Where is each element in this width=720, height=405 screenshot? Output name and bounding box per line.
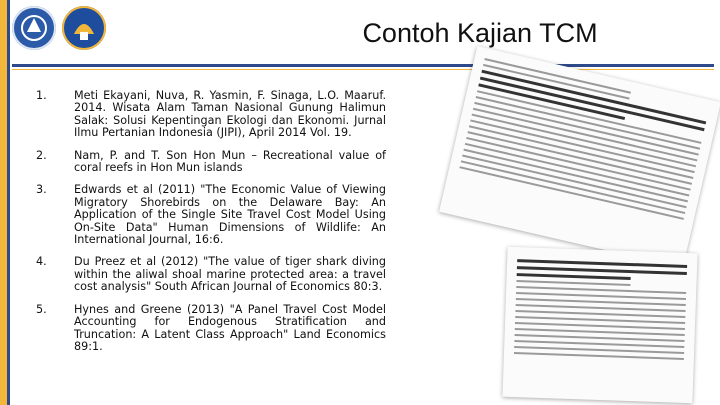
title-divider-accent: [12, 69, 714, 70]
left-accent-stripe: [7, 0, 10, 405]
reference-number: 5.: [36, 302, 47, 316]
list-item: [36, 184, 386, 246]
list-item: [36, 90, 386, 140]
title-divider: [12, 64, 714, 67]
reference-text: Hynes and Greene (2013) "A Panel Travel Cost Model Accounting for Endogenous Stratification and Truncation: A Latent Class Approach" Land Economics 89:1.: [74, 302, 386, 353]
reference-list: [36, 90, 386, 363]
reference-text: Edwards et al (2011) "The Economic Value of Viewing Migratory Shorebirds on the Delaware Bay: An Application of the Single Site Travel Cost Model Using On-Site Data" Human Dimensions of Wildlife: An International Journal, 16:6.: [74, 183, 386, 247]
reference-number: 4.: [36, 255, 47, 269]
reference-text: Du Preez et al (2012) "The value of tiger shark diving within the aliwal shoal marine protected area: a travel cost analysis" South African Journal of Economics 80:3.: [74, 255, 386, 294]
reference-number: 3.: [36, 183, 47, 197]
journal-article-image: [439, 46, 720, 268]
university-logo: [12, 6, 56, 50]
list-item: [36, 304, 386, 354]
list-item: [36, 150, 386, 175]
coral-reef-article-image: [502, 247, 697, 404]
reference-text: Meti Ekayani, Nuva, R. Yasmin, F. Sinaga, L.O. Maaruf. 2014. Wisata Alam Taman Nasional Gunung Halimun Salak: Solusi Kepentingan Ekologi dan Ekonomi. Jurnal Ilmu Pertanian Indonesia (JIPI), April 2014 Vol. 19.: [74, 89, 386, 140]
slide-title: Contoh Kajian TCM: [362, 18, 598, 48]
left-accent-bar: [0, 0, 7, 405]
reference-text: Nam, P. and T. Son Hon Mun – Recreational value of coral reefs in Hon Mun islands: [74, 148, 386, 175]
ministry-logo: [62, 6, 106, 50]
list-item: [36, 256, 386, 293]
reference-number: 2.: [36, 148, 47, 162]
reference-number: 1.: [36, 89, 47, 102]
